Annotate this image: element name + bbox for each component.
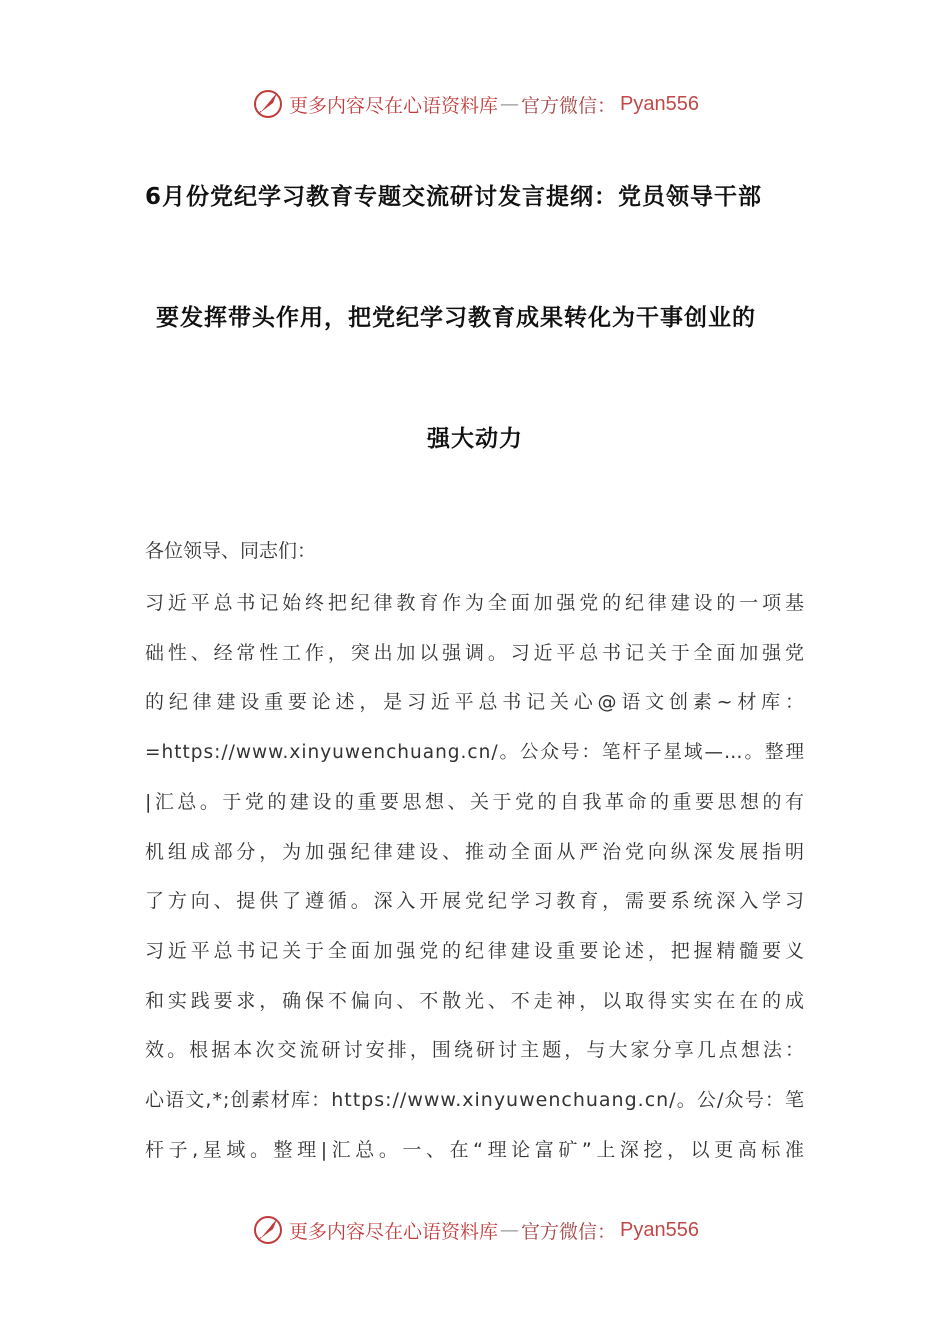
paragraph-line: 效。根据本次交流研讨安排，围绕研讨主题，与大家分享几点想法：: [145, 1039, 805, 1062]
document-title-line-3: 强大动力: [427, 426, 523, 452]
paragraph-line: 和实践要求，确保不偏向、不散光、不走神，以取得实实在在的成: [145, 989, 805, 1012]
banner-dash: —: [500, 1219, 520, 1241]
banner-wechat-id: Pyan556: [620, 92, 699, 115]
banner-text: 更多内容尽在心语资料库: [289, 94, 499, 117]
header-watermark-banner: [0, 82, 950, 126]
paragraph-line: 础性、经常性工作，突出加以强调。习近平总书记关于全面加强党: [145, 641, 805, 664]
paragraph-line: |汇总。于党的建设的重要思想、关于党的自我革命的重要思想的有: [145, 790, 805, 813]
document-title-line-2: 要发挥带头作用，把党纪学习教育成果转化为干事创业的: [156, 305, 756, 331]
banner-wechat-id: Pyan556: [620, 1218, 699, 1241]
banner-text: 更多内容尽在心语资料库: [289, 1220, 499, 1243]
greeting: 各位领导、同志们：: [145, 540, 317, 562]
banner-dash: —: [500, 93, 520, 115]
paragraph-line: 了方向、提供了遵循。深入开展党纪学习教育，需要系统深入学习: [145, 890, 805, 913]
banner-wechat-label: 官方微信：: [521, 94, 617, 117]
body-paragraph: [145, 579, 805, 1175]
banner-wechat-label: 官方微信：: [521, 1220, 617, 1243]
paragraph-line: 心语文,*;创素材库：https://www.xinyuwenchuang.cn/。公/众号：笔: [145, 1089, 805, 1112]
paragraph-line: 杆子,星域。整理|汇总。一、在“理论富矿”上深挖，以更高标准: [145, 1138, 805, 1161]
footer-watermark-banner: [0, 1208, 950, 1252]
paragraph-line: =https://www.xinyuwenchuang.cn/。公众号：笔杆子星域—…。整理: [145, 742, 805, 764]
paragraph-line: 习近平总书记始终把纪律教育作为全面加强党的纪律建设的一项基: [145, 592, 805, 614]
quill-logo-icon: [251, 87, 285, 121]
document-title-line-1: 6月份党纪学习教育专题交流研讨发言提纲：党员领导干部: [145, 184, 763, 210]
paragraph-line: 机组成部分，为加强纪律建设、推动全面从严治党向纵深发展指明: [145, 840, 805, 863]
quill-logo-icon: [251, 1213, 285, 1247]
paragraph-line: 习近平总书记关于全面加强党的纪律建设重要论述，把握精髓要义: [145, 939, 805, 962]
paragraph-line: 的纪律建设重要论述，是习近平总书记关心@语文创素~材库：: [145, 691, 805, 714]
